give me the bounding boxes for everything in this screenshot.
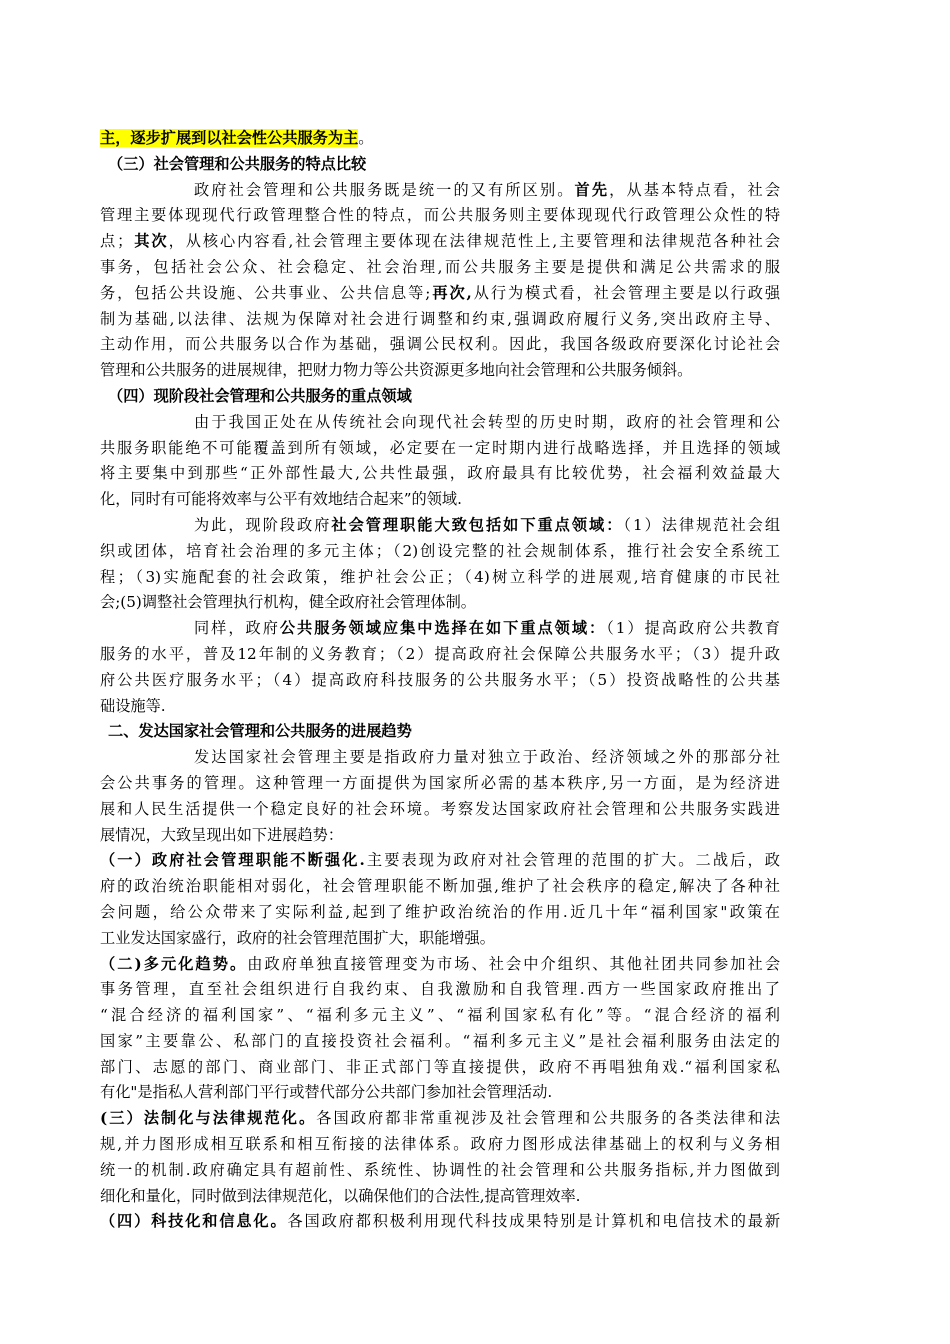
paragraph-public-service-areas: 同样，政府公共服务领域应集中选择在如下重点领域：（1）提高政府公共教育 服务的水平，普及12年制的义务教育；（2）提高政府社会保障公共服务水平；（3）提升政 府公共医疗服务水平；（4）提高政府科技服务的公共服务水平；（5）投资战略性的公共基 础设施等. [100,619,780,715]
paragraph-developed-countries: 发达国家社会管理主要是指政府力量对独立于政治、经济领域之外的那部分社 会公共事务的管理。这种管理一方面提供为国家所必需的基本秩序,另一方面，是为经济进 展和人民生活提供一个稳定良好的社会环境。考察发达国家政府社会管理和公共服务实践进 展情况，大致呈现出如下进展趋势： [100,748,780,844]
paragraph-transition: 由于我国正处在从传统社会向现代社会转型的历史时期，政府的社会管理和公 共服务职能绝不可能覆盖到所有领域，必定要在一定时期内进行战略选择，并且选择的领域 将主要集中到那些“正外部性最大,公共性最强，政府最具有比较优势，社会福利效益最大 化，同时有可能将效率与公平有效地结合起来”的领域. [100,412,780,509]
paragraph-trend-3: (三）法制化与法律规范化。各国政府都非常重视涉及社会管理和公共服务的各类法律和法 规,并力图形成相互联系和相互衔接的法律体系。政府力图形成法律基础上的权利与义务相 统一的机制.政府确定具有超前性、系统性、协调性的社会管理和公共服务指标,并力图做到 细化和量化，同时做到法律规范化，以确保他们的合法性,提高管理效率. [100,1109,781,1205]
paragraph-characteristics: 政府社会管理和公共服务既是统一的又有所区别。首先，从基本特点看，社会 管理主要体现现代行政管理整合性的特点，而公共服务则主要体现现代行政管理公众性的特 点；其次，从核心内容看,社会管理主要体现在法律规范性上,主要管理和法律规范各种社会 事务，包括社会公众、社会稳定、社会治理,而公共服务主要是提供和满足公共需求的服 务，包括公共设施、公共事业、公共信息等;再次,从行为模式看，社会管理主要是以行政强 制为基础,以法律、法规为保障对社会进行调整和约束,强调政府履行义务,突出政府主导、 主动作用，而公共服务以合作为基础，强调公民权利。因此，我国各级政府要深化讨论社会 管理和公共服务的进展规律，把财力物力等公共资源更多地向社会管理和公共服务倾斜。 [100,180,781,380]
highlighted-text: 主，逐步扩展到以社会性公共服务为主 [100,129,359,147]
heading-section-3: （三）社会管理和公共服务的特点比较 [108,154,367,173]
paragraph-trend-2: （二)多元化趋势。由政府单独直接管理变为市场、社会中介组织、其他社团共同参加社会 事务管理，直至社会组织进行自我约束、自我激励和自我管理.西方一些国家政府推出了 “混合经济的福利国家”、“福利多元主义”、“福利国家私有化”等。“混合经济的福利 国家”主要靠公、私部门的直接投资社会福利。“福利多元主义”是社会福利服务由法定的 部门、志愿的部门、商业部门、非正式部门等直接提供，政府不再唱独角戏.“福利国家私 有化"是指私人营利部门平行或替代部分公共部门参加社会管理活动. [100,954,781,1102]
heading-part-two: 二、发达国家社会管理和公共服务的进展趋势 [108,722,412,741]
heading-section-4: （四）现阶段社会管理和公共服务的重点领域 [108,386,412,405]
paragraph-continuation: 主，逐步扩展到以社会性公共服务为主。 [100,129,374,147]
paragraph-trend-4: （四）科技化和信息化。各国政府都积极利用现代科技成果特别是计算机和电信技术的最新 [100,1212,781,1231]
paragraph-trend-1: （一）政府社会管理职能不断强化.主要表现为政府对社会管理的范围的扩大。二战后，政 府的政治统治职能相对弱化，社会管理职能不断加强,维护了社会秩序的稳定,解决了各种社 会问题，给公众带来了实际利益,起到了维护政治统治的作用.近几十年“福利国家"政策在 工业发达国家盛行，政府的社会管理范围扩大，职能增强。 [100,851,780,947]
document-body [100,126,780,1235]
paragraph-social-management-areas: 为此，现阶段政府社会管理职能大致包括如下重点领域：（1）法律规范社会组 织或团体，培育社会治理的多元主体；（2)创设完整的社会规制体系，推行社会安全系统工 程；（3)实施配套的社会政策，维护社会公正；（4)树立科学的进展观,培育健康的市民社 会;(5)调整社会管理执行机构，健全政府社会管理体制。 [100,515,781,612]
